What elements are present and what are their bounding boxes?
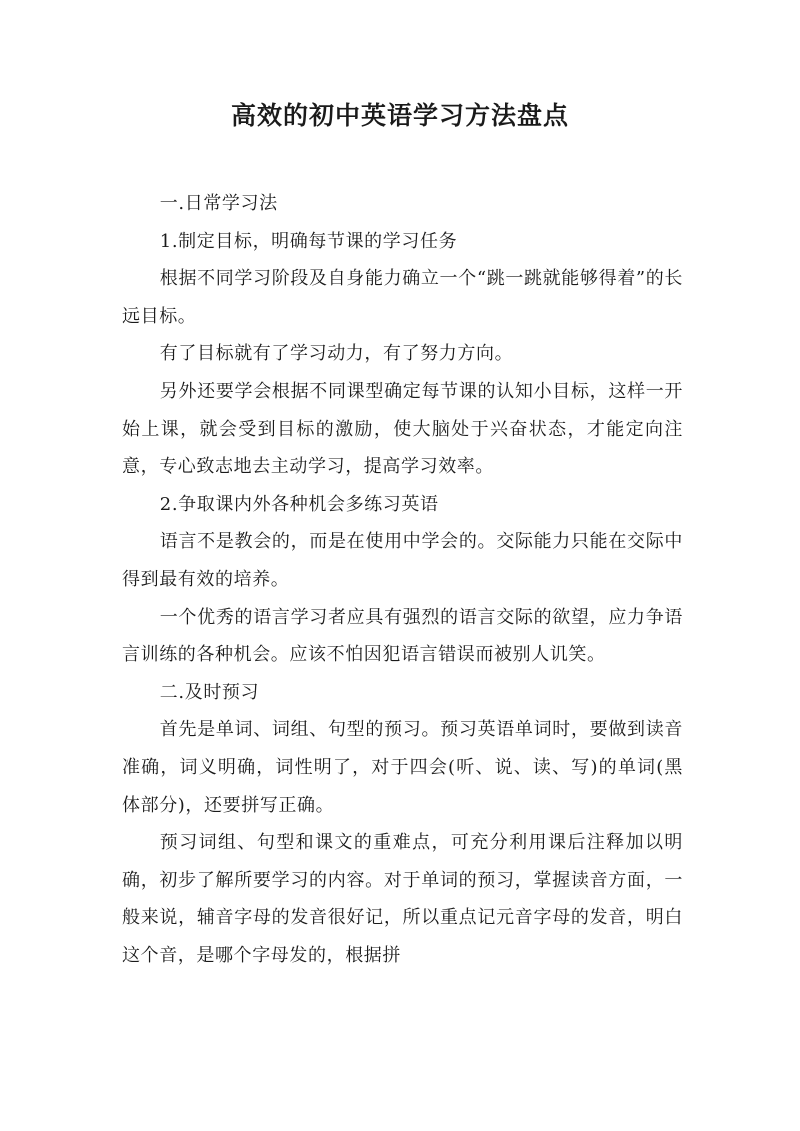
document-body xyxy=(122,185,683,974)
subheading-set-goals: 1.制定目标，明确每节课的学习任务 xyxy=(159,230,458,252)
body-paragraph: 语言不是教会的，而是在使用中学会的。交际能力只能在交际中得到最有效的培养。 xyxy=(122,531,683,590)
body-paragraph: 根据不同学习阶段及自身能力确立一个“跳一跳就能够得着”的长远目标。 xyxy=(122,268,683,327)
document-title: 高效的初中英语学习方法盘点 xyxy=(230,101,569,130)
section-heading-daily-study: 一.日常学习法 xyxy=(159,193,278,214)
subheading-practice-opportunities: 2.争取课内外各种机会多练习英语 xyxy=(159,493,439,515)
section-heading-preview: 二.及时预习 xyxy=(159,681,260,703)
body-paragraph: 有了目标就有了学习动力，有了努力方向。 xyxy=(159,343,514,365)
body-paragraph: 一个优秀的语言学习者应具有强烈的语言交际的欲望，应力争语言训练的各种机会。应该不怕因犯语言错误而被别人讥笑。 xyxy=(122,606,683,666)
body-paragraph: 预习词组、句型和课文的重难点，可充分利用课后注释加以明确，初步了解所要学习的内容。对于单词的预习，掌握读音方面，一般来说，辅音字母的发音很好记，所以重点记元音字母的发音，明白这个音，是哪个字母发的，根据拼 xyxy=(122,832,683,966)
body-paragraph: 首先是单词、词组、句型的预习。预习英语单词时，要做到读音准确，词义明确，词性明了，对于四会(听、说、读、写)的单词(黑体部分)，还要拼写正确。 xyxy=(122,719,683,816)
body-paragraph: 另外还要学会根据不同课型确定每节课的认知小目标，这样一开始上课，就会受到目标的激励，使大脑处于兴奋状态，才能定向注意，专心致志地去主动学习，提高学习效率。 xyxy=(122,380,683,478)
